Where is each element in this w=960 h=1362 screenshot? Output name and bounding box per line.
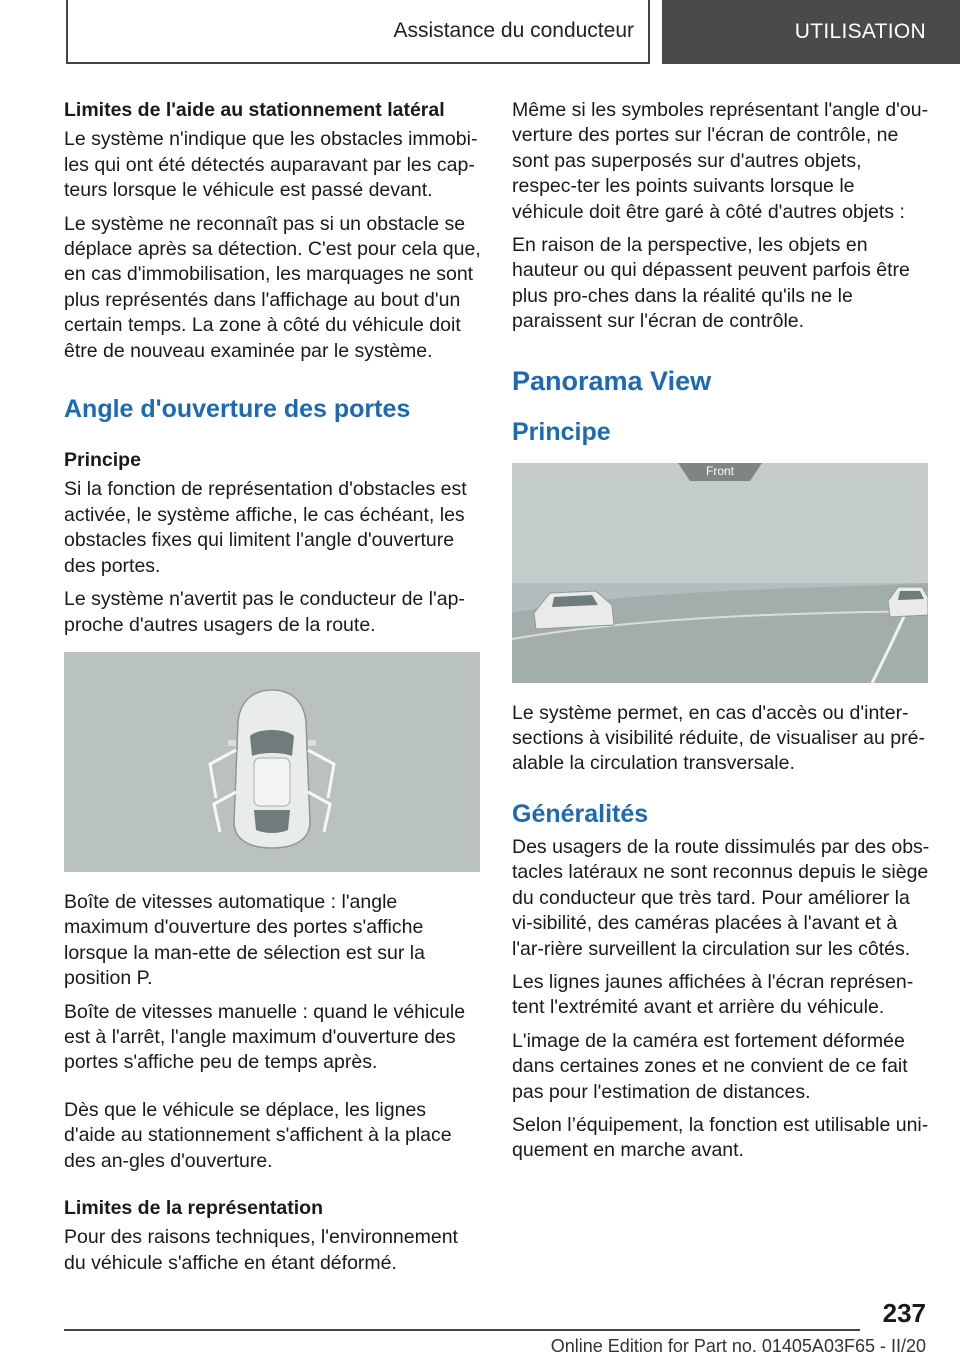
- general-paragraph-1: Des usagers de la route dissimulés par des obs-tacles latéraux ne sont reconnus depuis le siège du conducteur que très tard. Pour améliorer la vi-sibilité, des caméras placées à l'avant et à l'ar-rière surveillent la circulation sur les côtés.: [512, 835, 930, 960]
- header-section-title: Assistance du conducteur: [66, 0, 650, 64]
- perspective-paragraph: En raison de la perspective, les objets en hauteur ou qui dépassent peuvent parfois être plus pro-ches dans la réalité qu'ils ne le paraissent sur l'écran de contrôle.: [512, 234, 910, 333]
- general-paragraph-3: L'image de la caméra est fortement déformée dans certaines zones et ne convient de ce fait pas pour l'estimation de distances.: [512, 1029, 908, 1103]
- header-chapter-title: UTILISATION: [662, 0, 960, 64]
- representation-limits-title: Limites de la représentation: [64, 1196, 323, 1219]
- car-top-view-illustration: [64, 652, 480, 872]
- panorama-view-heading: Panorama View: [512, 365, 712, 396]
- limits-lateral-paragraph-1: Le système n'indique que les obstacles immobi-les qui ont été détectés auparavant par les cap-teurs lorsque le véhicule est passé devant.: [64, 128, 478, 202]
- general-paragraph-2: Les lignes jaunes affichées à l'écran représen-tent l'extrémité avant et arrière du véhicule.: [512, 970, 914, 1019]
- door-angle-figure: [64, 652, 480, 872]
- footer-divider: [64, 1329, 860, 1331]
- panorama-camera-illustration: [512, 463, 928, 683]
- page-number: 237: [882, 1298, 926, 1328]
- right-column: [512, 98, 930, 1172]
- symbols-paragraph: Même si les symboles représentant l'angle d'ou-verture des portes sur l'écran de contrôle, ne sont pas superposés sur d'autres objets, respec-ter les points suivants lorsque le véhicule doit être garé à côté d'autres objets :: [512, 99, 929, 223]
- automatic-gearbox-paragraph: Boîte de vitesses automatique : l'angle maximum d'ouverture des portes s'affiche lorsque la man-ette de sélection est sur la position P.: [64, 890, 425, 990]
- panorama-paragraph: Le système permet, en cas d'accès ou d'inter-sections à visibilité réduite, de visualiser au pré-alable la circulation transversale.: [512, 701, 925, 775]
- left-column: [64, 98, 482, 1284]
- representation-limits-paragraph: Pour des raisons techniques, l'environnement du véhicule s'affiche en étant déformé.: [64, 1226, 458, 1274]
- door-angle-heading: Angle d'ouverture des portes: [64, 395, 411, 424]
- principle-title: Principe: [64, 449, 141, 472]
- manual-gearbox-paragraph: Boîte de vitesses manuelle : quand le véhicule est à l'arrêt, l'angle maximum d'ouverture des portes s'affiche peu de temps après.: [64, 1000, 466, 1074]
- general-heading: Généralités: [512, 799, 649, 828]
- principle-heading: Principe: [512, 417, 611, 446]
- general-paragraph-4: Selon l’équipement, la fonction est utilisable uni-quement en marche avant.: [512, 1113, 929, 1162]
- footer-edition-text: Online Edition for Part no. 01405A03F65 - II/20: [550, 1336, 926, 1356]
- front-label: Front: [706, 463, 735, 478]
- panorama-view-figure: [512, 463, 928, 683]
- limits-lateral-paragraph-2: Le système ne reconnaît pas si un obstacle se déplace après sa détection. C'est pour cela que, en cas d'immobilisation, les marquages ne sont plus représentés dans l'affichage au bout d'un certain temps. La zone à côté du véhicule doit être de nouveau examinée par le système.: [64, 212, 481, 362]
- principle-paragraph-1: Si la fonction de représentation d'obstacles est activée, le système affiche, le cas échéant, les obstacles fixes qui limitent l'angle d'ouverture des portes.: [64, 478, 467, 577]
- vehicle-moving-paragraph: Dès que le véhicule se déplace, les lignes d'aide au stationnement s'affichent à la place des an-gles d'ouverture.: [64, 1098, 452, 1172]
- limits-lateral-title: Limites de l'aide au stationnement latéral: [64, 99, 445, 121]
- principle-paragraph-2: Le système n'avertit pas le conducteur de l'ap-proche d'autres usagers de la route.: [64, 588, 465, 636]
